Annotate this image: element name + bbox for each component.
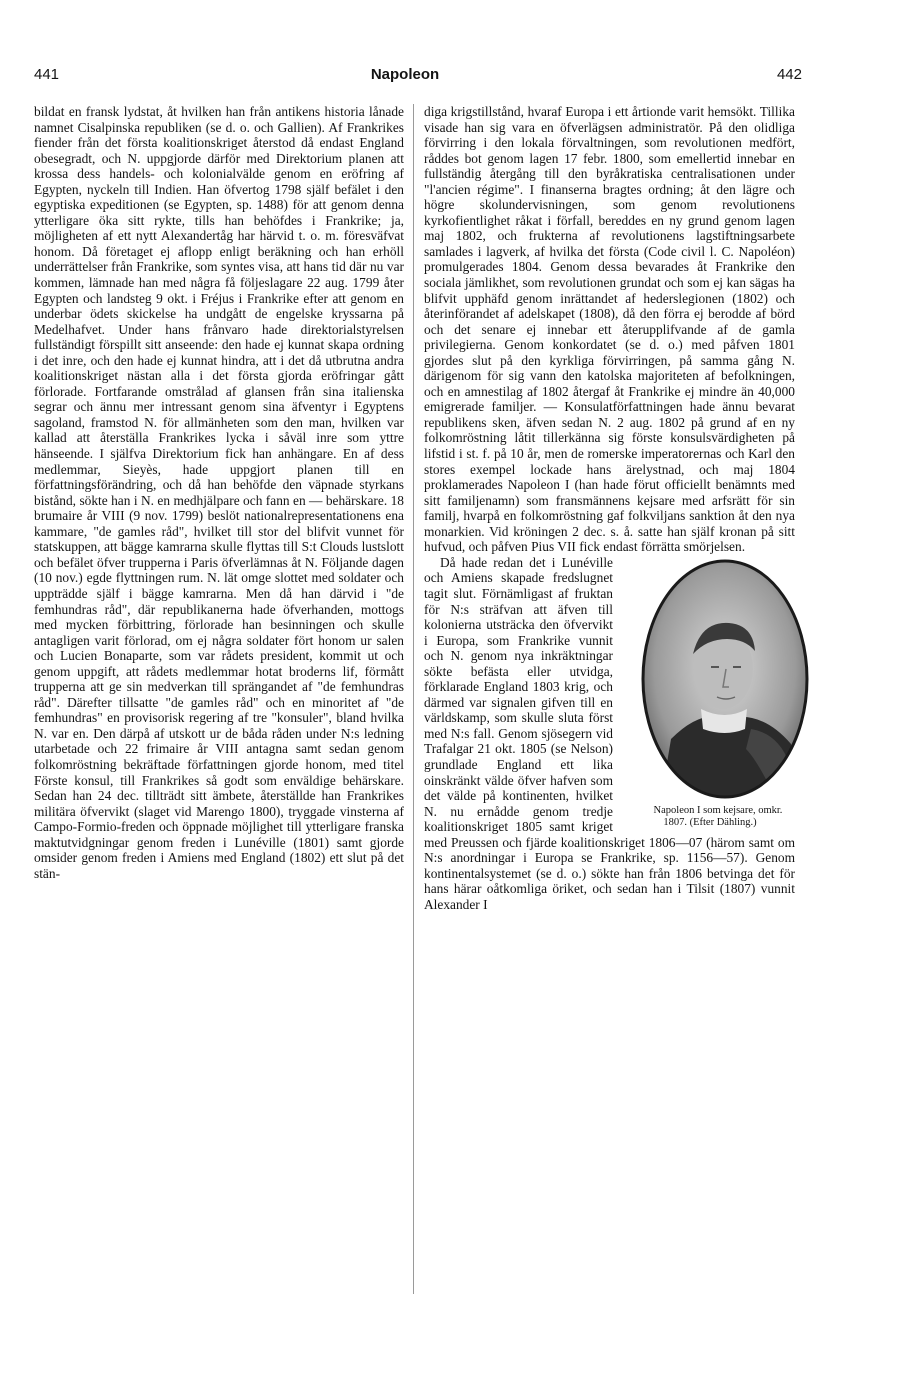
page-title: Napoleon [370, 66, 440, 83]
portrait-caption: Napoleon I som kejsare, omkr. 1807. (Efter Dähling.) [653, 805, 783, 829]
page-number-right: 442 [776, 66, 802, 83]
right-paragraph-text: Då hade redan det i Lunéville och Amiens skapade fredslugnet tagit slut. Förnämligast af fruktan för N:s sträfvan att äfven till kolonierna utsträcka den öfvervikt i Europa, som Frankrike vunnit och N. genom nya inkräktningar sökte befästa eller utvidga, förklarade England 1803 krig, och därmed var signalen gifven till en världskamp, som skulle sluta först med N:s fall. Genom sjösegern vid Trafalgar 21 okt. 1805 (se Nelson) grundlade England ett lika oinskränkt välde öfver hafven som det välde på kontinenten, hvilket N. nu ernådde genom tredje koalitionskriget 1805 samt kriget med Preussen och fjärde koalitionskriget 1806—07 (härom samt om N:s anordningar i Europa se Frankrike, sp. 1156—57). Genom kontinentalsystemet (se d. o.) sökte han från 1806 betvinga det för hans härar oåtkomliga öriket, och sedan han i Tilsit (1807) vunnit Alexander I [424, 554, 795, 912]
right-paragraph [424, 555, 795, 913]
left-paragraph: bildat en fransk lydstat, åt hvilken han från antikens historia lånade namnet Cisalpinska republiken (se d. o. och Gallien). Af Frankrikes fiender från det första koalitionskriget återstod då endast England obesegradt, och N. uppgjorde därför med Direktorium planen att krossa dess handels- och kolonialvälde genom en eröfring af Egypten, nyckeln till Indien. Han öfvertog 1798 själf befälet i den egyptiska expeditionen (se Egypten, sp. 1488) för att genom denna ytterligare öka sitt rykte, tills han behöfdes i Frankrike; ja, möjligheten af ett nytt Alexandertåg har härvid t. o. m. föresväfvat honom. Då företaget ej aflopp enligt beräkning och han erhöll underrättelser från Frankrike, som syntes visa, att hans tid där nu var kommen, lämnade han med några få följeslagare 22 aug. 1799 åter Egypten och landsteg 9 okt. i Fréjus i Frankrike efter att genom en underbar ödets skickelse ha undgått de engelske kryssarna på Medelhafvet. Under hans frånvaro hade direktorialstyrelsen fullständigt förspillt sitt anseende: den hade ej kunnat skapa ordning i det inre, och den hade ej kunnat hindra, att i det då utbrutna andra koalitionskriget nästan alla i det första gjorda eröfringar gått förlorade. Fortfarande omstrålad af glansen från sina italienska segrar och ännu mer intressant genom sina äfventyr i Egyptens sagoland, framstod N. för allmänheten som den man, hvilken var kallad att återställa Frankrikes lycka i såväl inre som yttre hänseende. I själfva Direktorium fick han anhängare. En af dess medlemmar, Sieyès, hade uppgjort planen till en författningsförändring, och då han behöfde den väpnade styrkans bistånd, sökte han i N. en medhjälpare och fann en — behärskare. 18 brumaire år VIII (9 nov. 1799) beslöt nationalrepresentationens ena kammare, "de gamles råd", hvilket till stor del blifvit vunnet för statskuppen, att bägge kamrarna skulle flyttas till S:t Clouds lustslott och befälet öfver trupperna i Paris öfverlämnas åt N. Följande dagen (10 nov.) egde flyttningen rum. N. lät omge slottet med soldater och uppträdde själf i bägge kamrarna. Men då han därvid i "de femhundras råd", där republikanerna hade öfverhanden, mottogs med mycken förbittring, förlorade han besinningen och skulle antagligen varit förlorad, om ej några soldater fört honom ur salen och Lucien Bonaparte, som var rådets president, kommit ut och genom uppgift, att rådets medlemmar hotat broderns lif, förmått trupperna att ge sin medverkan till sprängandet af "de femhundras råd". Därefter tillsatte "de gamles råd" och en minoritet af "de femhundras" en provisorisk regering af tre "konsuler", bland hvilka N. var en. Den därpå af utskott ur de båda råden under N:s ledning utarbetade och 22 frimaire år VIII antagna samt sedan genom folkomröstning bekräftade författningen gjorde honom, med titel Förste konsul, till Frankrikes så godt som enväldige behärskare. Sedan han 24 dec. tillträdt sitt ämbete, återställde han Frankrikes militära öfvervikt (slaget vid Marengo 1800), tryggade vinsterna af Campo-Formio-freden och öppnade möjlighet till ytterligare franska maktutvidgningar genom freden i Lunéville (1801) samt gjorde omsider genom freden i Amiens med England (1802) ett slut på det stän- [34, 104, 404, 881]
right-paragraph: diga krigstillstånd, hvaraf Europa i ett årtionde varit hemsökt. Tillika visade han sig vara en öfverlägsen administratör. På den olidliga förvirring i den lokala förvaltningen, som revolutionen medfört, råddes bot genom lagen 17 febr. 1800, som emellertid innebar en fullständig återgång till den byråkratiska centralisationen under "l'ancien régime". I finanserna bragtes ordning; åt den lägre och högre skolundervisningen, som genom revolutionens kyrkofientlighet råkat i förfall, bereddes en ny grund genom lagen maj 1802, och frukterna af revolutionens lagstiftningsarbete samlades i lagverk, af hvilka det första (Code civil l. C. Napoléon) promulgerades 1804. Genom dessa bevarades åt Frankrike den sociala jämlikhet, som revolutionen grundat och som ej kan sägas ha blifvit upphäfd genom inrättandet af hederslegionen (1802) och återinförandet af adelskapet (1808), då den förra ej berodde af börd och det senare ej innebar ett återupplifvande af de gamla privilegierna. Genom konkordatet (se d. o.) med påfven 1801 gjordes slut på den kyrkliga förvirringen, på samma gång N. därigenom för sig vann den katolska majoriteten af befolkningen, och en amnestilag af 1802 återgaf åt Frankrike ej mindre än 40,000 emigrerade familjer. — Konsulatförfattningen hade ännu bevarat republikens sken, äfven sedan N. 2 aug. 1802 på grund af en ny folkomröstning låtit tillerkänna sig förste konsulsvärdigheten på lifstid i st. f. på 10 år, men de romerske imperatorernas och Karl den stores exempel lockade hans ärelystnad, och maj 1804 proklamerades Napoleon I (han hade förut officiellt benämnts med sitt familjenamn) som fransmännens kejsare med arfsrätt för sin familj, hvarpå en folkomröstning gaf folkviljans sanktion åt den nya monarkien. Vid kröningen 2 dec. s. å. satte han själf kronan på sitt hufvud, och påfven Pius VII fick endast förrätta smörjelsen. [424, 104, 795, 555]
left-column [34, 104, 404, 881]
napoleon-portrait-image [641, 559, 809, 799]
right-column [424, 104, 795, 912]
page-header [0, 66, 920, 92]
portrait-figure [621, 559, 795, 830]
page-number-left: 441 [34, 66, 60, 83]
column-divider [413, 104, 414, 1294]
